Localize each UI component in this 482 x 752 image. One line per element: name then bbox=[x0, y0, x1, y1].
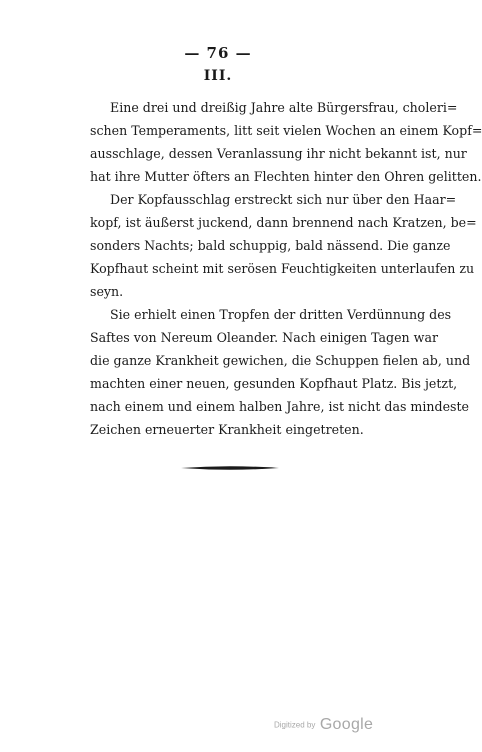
text-line: nach einem und einem halben Jahre, ist nicht das mindeste bbox=[90, 399, 470, 414]
text-line: machten einer neuen, gesunden Kopfhaut Platz. Bis jetzt, bbox=[90, 376, 458, 391]
text-line: Sie erhielt einen Tropfen der dritten Verdünnung des bbox=[110, 307, 452, 322]
google-logo: Google bbox=[319, 716, 374, 733]
paragraph-1 bbox=[90, 96, 482, 188]
watermark-prefix: Digitized by bbox=[274, 720, 316, 730]
text-line: sonders Nachts; bald schuppig, bald nässend. Die ganze bbox=[90, 238, 451, 253]
text-line: seyn. bbox=[90, 284, 124, 299]
paragraph-2 bbox=[90, 188, 477, 303]
text-line: Der Kopfausschlag erstreckt sich nur über den Haar= bbox=[110, 192, 457, 207]
digitized-watermark bbox=[274, 716, 373, 734]
text-line: Zeichen erneuerter Krankheit eingetreten. bbox=[90, 422, 364, 437]
page-number: — 76 — bbox=[184, 44, 252, 62]
text-line: ausschlage, dessen Veranlassung ihr nicht bekannt ist, nur bbox=[90, 146, 467, 161]
text-line: Eine drei und dreißig Jahre alte Bürgersfrau, choleri= bbox=[110, 100, 458, 115]
text-line: hat ihre Mutter öfters an Flechten hinter den Ohren gelitten. bbox=[90, 169, 482, 184]
ornamental-divider bbox=[181, 464, 279, 472]
text-line: Kopfhaut scheint mit serösen Feuchtigkeiten unterlaufen zu bbox=[90, 261, 475, 276]
text-line: schen Temperaments, litt seit vielen Wochen an einem Kopf= bbox=[90, 123, 482, 138]
section-heading: III. bbox=[203, 68, 233, 84]
paragraph-3 bbox=[90, 303, 471, 441]
text-line: Saftes von Nereum Oleander. Nach einigen Tagen war bbox=[90, 330, 438, 345]
body-text bbox=[90, 96, 482, 441]
text-line: die ganze Krankheit gewichen, die Schuppen fielen ab, und bbox=[90, 353, 471, 368]
text-line: kopf, ist äußerst juckend, dann brennend nach Kratzen, be= bbox=[90, 215, 477, 230]
